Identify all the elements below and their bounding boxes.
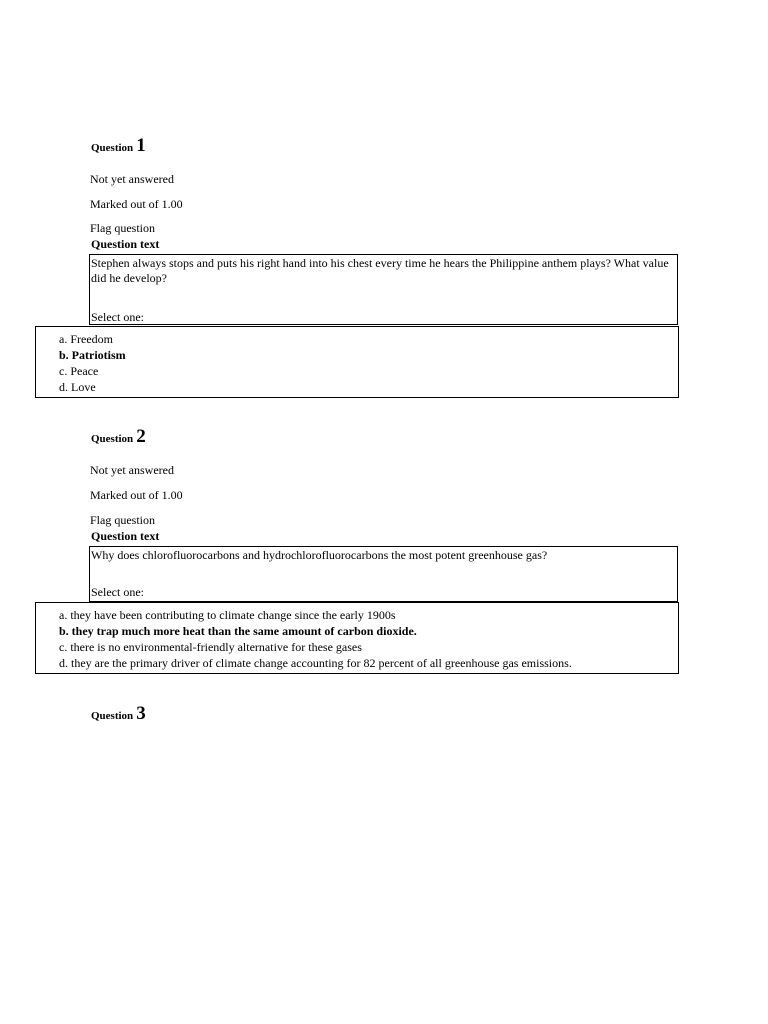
question-1-text: Stephen always stops and puts his right hand into his chest every time he hears the Philippine anthem plays? What value did he develop? <box>91 256 669 285</box>
question-2-option-c[interactable]: c. there is no environmental-friendly alternative for these gases <box>59 640 362 654</box>
question-1-text-label: Question text <box>91 237 160 251</box>
question-1-option-d[interactable]: d. Love <box>59 380 96 394</box>
question-heading-label: Question <box>91 710 134 722</box>
question-2-text: Why does chlorofluorocarbons and hydrochlorofluorocarbons the most potent greenhouse gas? <box>91 548 548 562</box>
question-2-option-d[interactable]: d. they are the primary driver of climate change accounting for 82 percent of all greenhouse gas emissions. <box>59 656 572 670</box>
question-1-marks: Marked out of 1.00 <box>90 197 183 211</box>
question-2-text-label: Question text <box>91 529 160 543</box>
question-2-status: Not yet answered <box>90 463 174 477</box>
question-1-text-box <box>89 254 678 325</box>
question-1-option-a[interactable]: a. Freedom <box>59 332 113 346</box>
question-1-heading <box>91 135 146 157</box>
question-2-answers <box>35 602 679 674</box>
question-3-heading <box>91 703 146 725</box>
question-1-option-c[interactable]: c. Peace <box>59 364 99 378</box>
question-1-answers <box>35 326 679 398</box>
question-2-select-label: Select one: <box>91 585 144 599</box>
question-2-option-b[interactable]: b. they trap much more heat than the same amount of carbon dioxide. <box>59 624 417 638</box>
question-heading-label: Question <box>91 433 134 445</box>
question-2-marks: Marked out of 1.00 <box>90 488 183 502</box>
question-number: 2 <box>136 426 146 447</box>
question-2-flag-button[interactable]: Flag question <box>90 513 155 527</box>
question-number: 3 <box>136 703 146 724</box>
question-2-option-a[interactable]: a. they have been contributing to climate change since the early 1900s <box>59 608 396 622</box>
question-heading-label: Question <box>91 142 134 154</box>
question-1-option-b[interactable]: b. Patriotism <box>59 348 126 362</box>
question-number: 1 <box>136 135 146 156</box>
question-1-select-label: Select one: <box>91 310 144 324</box>
question-1-status: Not yet answered <box>90 172 174 186</box>
question-1-flag-button[interactable]: Flag question <box>90 221 155 235</box>
question-2-text-box <box>89 546 678 602</box>
question-2-heading <box>91 426 146 448</box>
